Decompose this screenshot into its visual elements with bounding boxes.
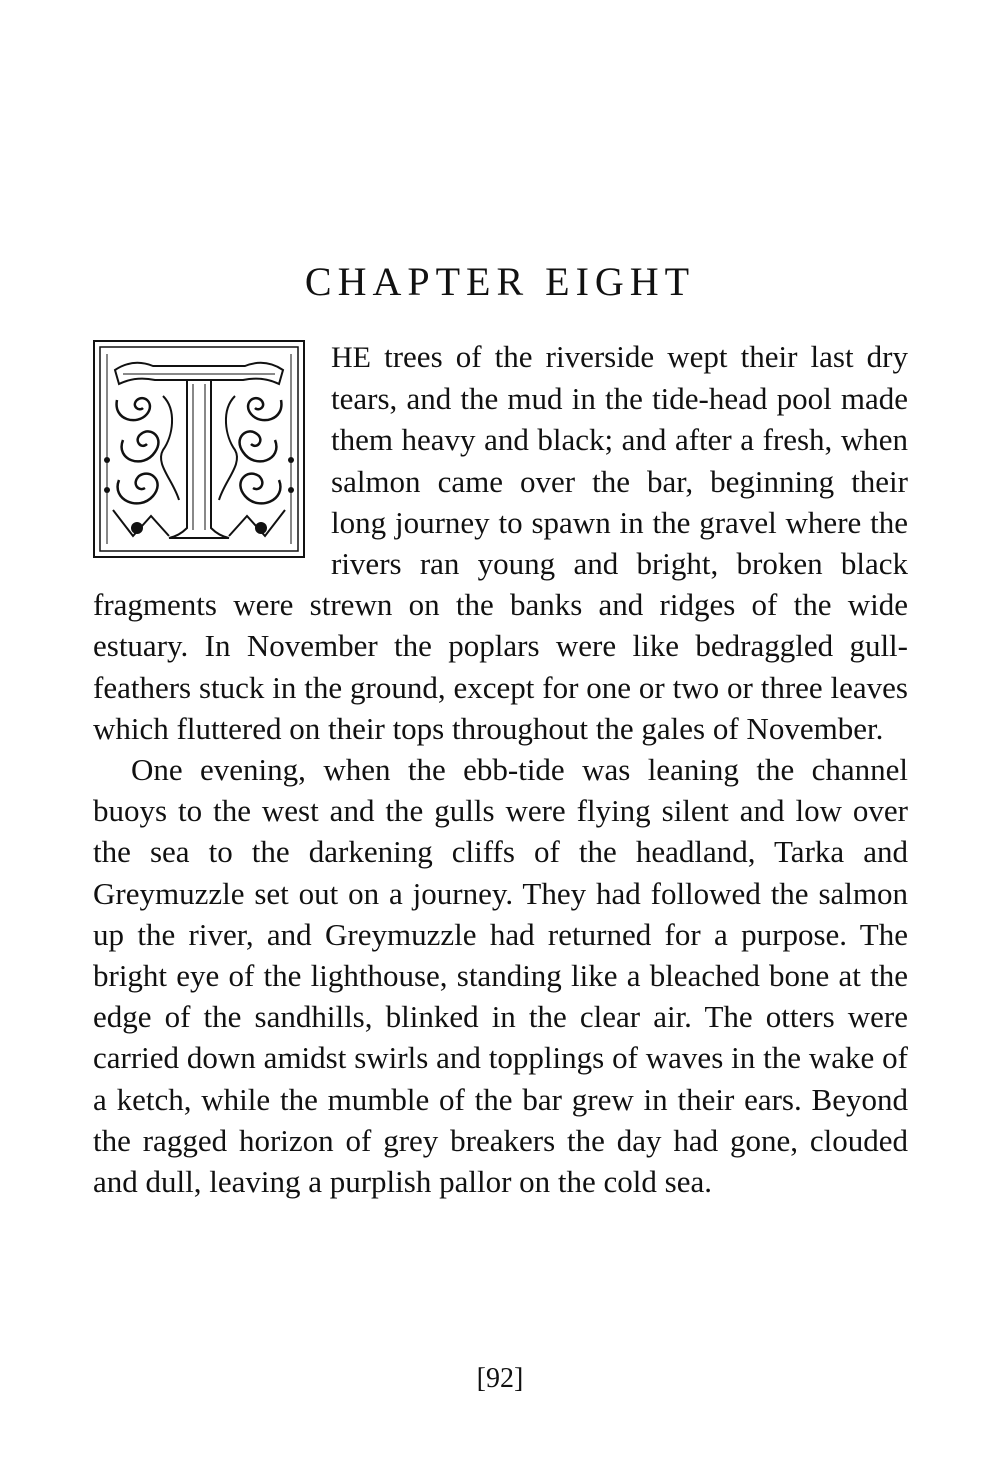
ornate-initial-t-icon xyxy=(93,340,305,558)
page-number: [92] xyxy=(476,1363,524,1394)
chapter-title: CHAPTER EIGHT xyxy=(304,259,696,304)
paragraph-2: One evening, when the ebb-tide was leaning the channel buoys to the west and the gulls were flying silent and low over the sea to the darkening cliffs of the headland, Tarka and Greymuzzle set out on a journey. They had followed the salmon up the river, and Greymuzzle had returned for a purpose. The bright eye of the lighthouse, standing like a bleached bone at the edge of the sandhills, blinked in the clear air. The otters were carried down amidst swirls and topplings of waves in the wake of a ketch, while the mumble of the bar grew in their ears. Beyond the ragged horizon of grey breakers the day had gone, clouded and dull, leaving a purplish pallor on the cold sea. xyxy=(93,752,908,1200)
chapter-body xyxy=(93,336,908,1202)
paragraph-1-lead: HE xyxy=(331,341,371,374)
paragraph-1-text: trees of the riverside wept their last dry tears, and the mud in the tide-head pool made them heavy and black; and after a fresh, when salmon came over the bar, beginning their long journey to spawn in the gravel where the rivers ran young and bright, broken black fragments were strewn on the banks and ridges of the wide estuary. In November the poplars were like bedraggled gull-feathers stuck in the ground, except for one or two or three leaves which fluttered on their tops throughout the gales of November. xyxy=(93,339,908,746)
